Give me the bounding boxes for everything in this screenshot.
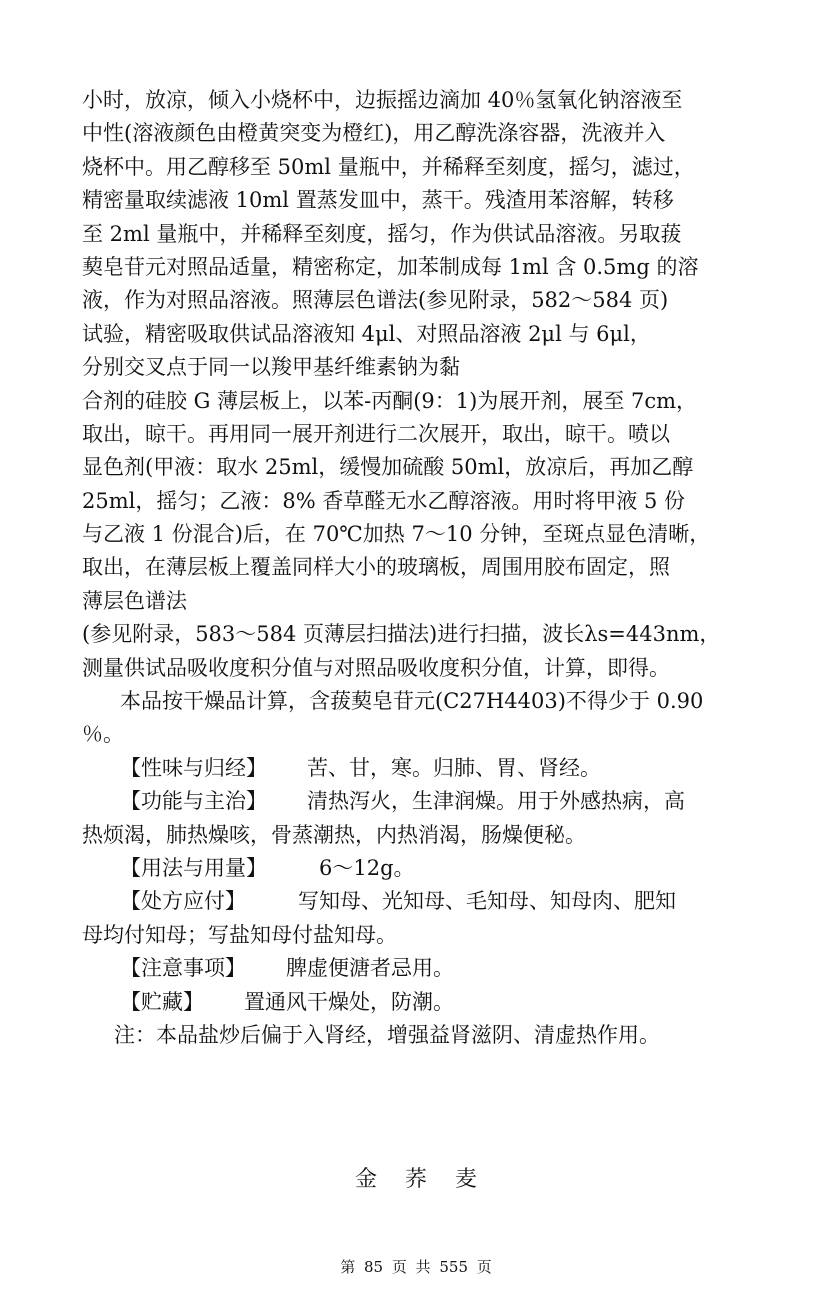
section-taste xyxy=(82,752,752,785)
body-line: 取出，在薄层板上覆盖同样大小的玻璃板，周围用胶布固定，照 xyxy=(82,555,670,580)
section-text: 清热泻火，生津润燥。用于外感热病，高 xyxy=(307,789,685,814)
section-label: 【处方应付】 xyxy=(120,889,246,914)
body-line: 取出，晾干。再用同一展开剂进行二次展开，取出，晾干。喷以 xyxy=(82,421,670,446)
section-label: 【功能与主治】 xyxy=(120,789,267,814)
document-body xyxy=(82,84,752,1052)
section-function xyxy=(82,785,752,818)
section-label: 【性味与归经】 xyxy=(120,755,267,780)
section-label: 【用法与用量】 xyxy=(120,855,267,880)
section-label: 【注意事项】 xyxy=(120,956,246,981)
body-line: 中性(溶液颜色由橙黄突变为橙红)，用乙醇洗涤容器，洗液并入 xyxy=(82,121,666,146)
body-line: 显色剂(甲液：取水 25ml，缓慢加硫酸 50ml，放凉后，再加乙醇 xyxy=(82,455,694,480)
section-prescription xyxy=(82,885,752,918)
body-line: 合剂的硅胶 G 薄层板上，以苯-丙酮(9：1)为展开剂，展至 7cm， xyxy=(82,388,698,413)
section-storage xyxy=(82,986,752,1019)
section-text: 写知母、光知母、毛知母、知母肉、肥知 xyxy=(298,889,676,914)
body-line: 小时，放凉，倾入小烧杯中，边振摇边滴加 40％氢氧化钠溶液至 xyxy=(82,88,683,112)
section-label: 【贮藏】 xyxy=(120,989,204,1014)
note-text: 注：本品盐炒后偏于入肾经，增强益肾滋阴、清虚热作用。 xyxy=(114,1022,660,1047)
body-line: 烧杯中。用乙醇移至 50ml 量瓶中，并稀释至刻度，摇匀，滤过， xyxy=(82,154,695,179)
body-line: 与乙液 1 份混合)后，在 70℃加热 7～10 分钟，至斑点显色清晰， xyxy=(82,522,711,547)
section-note xyxy=(82,1019,752,1052)
body-line: 葜皂苷元对照品适量，精密称定，加苯制成每 1ml 含 0.5mg 的溶 xyxy=(82,254,699,279)
body-line: 25ml，摇匀；乙液：8% 香草醛无水乙醇溶液。用时将甲液 5 份 xyxy=(82,488,686,513)
section-caution xyxy=(82,952,752,985)
body-line: 液，作为对照品溶液。照薄层色谱法(参见附录，582～584 页) xyxy=(82,288,669,313)
page-footer: 第 85 页 共 555 页 xyxy=(340,1258,492,1276)
section-text: 6～12g。 xyxy=(319,855,415,880)
section-text: 置通风干燥处，防潮。 xyxy=(244,989,454,1014)
content-statement: 本品按干燥品计算，含菝葜皂苷元(C27H4403)不得少于 0.90 xyxy=(120,689,704,714)
body-line: 测量供试品吸收度积分值与对照品吸收度积分值，计算，即得。 xyxy=(82,655,670,680)
content-statement-end: ％。 xyxy=(82,722,124,747)
section-text: 脾虚便溏者忌用。 xyxy=(286,956,454,981)
section-function-cont: 热烦渴，肺热燥咳，骨蒸潮热，内热消渴，肠燥便秘。 xyxy=(82,822,586,847)
body-line: 试验，精密吸取供试品溶液知 4μl、对照品溶液 2μl 与 6μl， xyxy=(82,321,651,346)
section-usage xyxy=(82,852,752,885)
body-line: (参见附录，583～584 页薄层扫描法)进行扫描，波长λs=443nm， xyxy=(82,622,721,647)
section-prescription-cont: 母均付知母；写盐知母付盐知母。 xyxy=(82,922,397,947)
body-line: 薄层色谱法 xyxy=(82,588,187,613)
body-line: 至 2ml 量瓶中，并稀释至刻度，摇匀，作为供试品溶液。另取菝 xyxy=(82,221,682,246)
section-text: 苦、甘，寒。归肺、胃、肾经。 xyxy=(307,755,601,780)
next-entry-title: 金荞麦 xyxy=(354,1167,505,1192)
body-line: 分别交叉点于同一以羧甲基纤维素钠为黏 xyxy=(82,355,460,380)
body-line: 精密量取续滤液 10ml 置蒸发皿中，蒸干。残渣用苯溶解，转移 xyxy=(82,188,674,213)
